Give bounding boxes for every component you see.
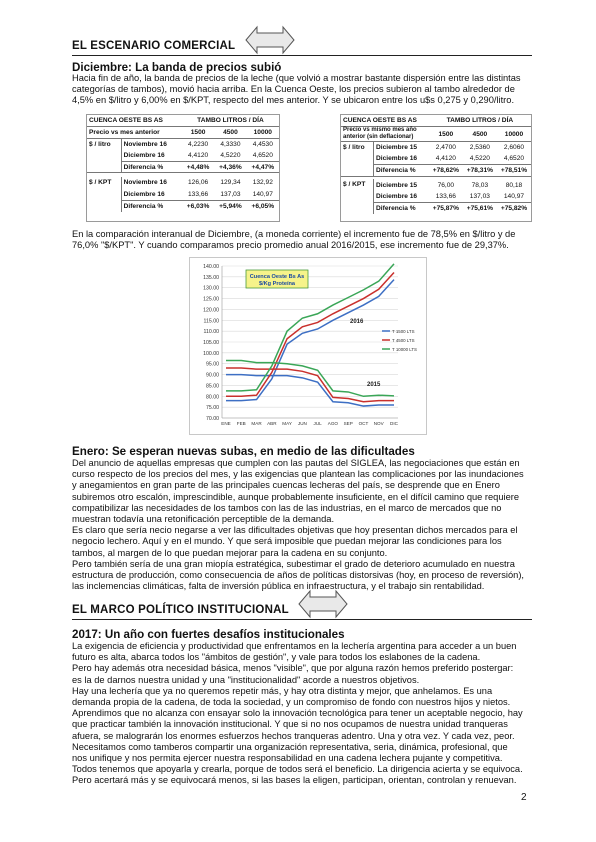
table-cell: +6,03% [182,200,214,212]
text-line: las inclemencias climáticas, falta de inversión pública en infraestructura, y el trabajo sin rentabilidad. [72,581,485,592]
text-line: que practicar también la innovación institucional. Y que si no nos ocupamos de nuestra unidad tranqueras [72,719,508,730]
text-line: categorías de tambos), movió hacia arriba. En la Cuenca Oeste, los precios subieron al tambo alrededor de [72,84,515,95]
table-cell: 140,97 [252,190,273,198]
text-line: Todos tenemos que apoyarla y crearla, porque de todos será el beneficio. La dirigencia acierta y se equivoca. [72,764,523,775]
double-arrow-icon [245,25,295,55]
table-cell: 2,4700 [435,144,456,152]
double-arrow-icon [298,589,348,619]
table-cell: +4,36% [214,161,246,173]
section-header-escenario [72,34,532,56]
table-cell: 2,6060 [503,144,525,152]
text-line: y anegamientos en gran parte de las principales cuencas lecheras del país, se desprende que en Enero [72,480,500,491]
text-line: La exigencia de eficiencia y productividad que enfrentamos en la lechería argentina para acceder a un buen [72,641,517,651]
legend-label: T 10000 LTS [392,346,417,352]
y-tick-label: 105.00 [203,340,219,346]
table-cell: 126,06 [187,179,209,187]
table-title: CUENCA OESTE BS AS [87,115,182,127]
heading-diciembre: Diciembre: La banda de precios subió [72,61,282,74]
x-tick-label: ABR [267,421,277,426]
paragraph-enero [72,458,532,592]
table-cell: +75,87% [429,203,463,215]
table-cell: 137,03 [469,193,490,201]
text-line: negocio lechero. Aquí y en el mundo. Y que será imposible que puedan mejorar las condiciones para los [72,536,502,547]
y-tick-label: 90.00 [206,372,219,379]
text-line: nos unifique y nos permita ejercer nuestra responsabilidad en una cadena lechera pujante y competitiva. [72,753,503,764]
y-tick-label: 85.00 [206,383,219,390]
price-table-year [340,114,532,222]
row-label: Diciembre 15 [376,144,418,152]
y-tick-label: 75.00 [206,405,219,412]
paragraph-interanual [72,229,532,251]
table-cell: +75,82% [497,203,531,215]
section-title: EL MARCO POLÍTICO INSTITUCIONAL [72,604,289,616]
y-tick-label: 110.00 [203,329,219,336]
table-cell: 80,18 [505,181,523,189]
row-label: Diciembre 16 [376,193,418,201]
paragraph-diciembre [72,73,532,107]
table-subtitle: Precio vs mes anterior [87,127,182,139]
x-tick-label: FEB [236,421,246,426]
chart-subtitle: $/Kg Proteína [258,281,296,287]
text-line: Del anuncio de aquellas empresas que cumplen con las pautas del SIGLEA, las negociaciones que están en [72,458,520,468]
x-tick-label: JUL [313,421,322,426]
x-tick-label: SEP [343,421,353,426]
table-cell: 133,66 [187,190,209,198]
text-line: demanda propia de la cadena, de toda la sociedad, y un compromiso de fondo con nuestros hijos y nietos. [72,697,511,708]
unit-label: $ / KPT [87,177,121,212]
table-cell: 78,03 [471,181,489,189]
legend-label: T 1500 LTS [392,328,415,334]
table-cell: 140,97 [503,193,525,201]
table-cell: 137,03 [220,190,241,198]
heading-2017: 2017: Un año con fuertes desafíos institucionales [72,628,345,641]
table-cell: 4,5220 [220,151,241,159]
table-title: CUENCA OESTE BS AS [341,115,429,127]
row-label: Diferencia % [374,165,429,177]
row-label: Diferencia % [121,200,182,212]
text-line: subiremos otro escalón, imprescindible, aunque probablemente insuficiente, en el difícil camino que requiere [72,491,520,502]
table-cell: +5,94% [214,200,246,212]
legend-label: T 4500 LTS [392,337,415,343]
text-line: compatibilizar las necesidades de los tambos con las de las industrias, en el marco de mercados que no [72,502,502,513]
table-cell: 4,4120 [435,155,456,163]
column-header: 4500 [463,127,497,142]
series-line [226,273,394,397]
table-row [341,179,531,191]
text-line: En la comparación interanual de Diciembre, (a moneda corriente) el incremento fue de 78,5% en $/litro y de [72,229,516,239]
y-tick-label: 125.00 [203,296,219,303]
y-tick-label: 80.00 [206,394,219,401]
x-tick-label: DIC [390,421,398,426]
y-tick-label: 130.00 [203,285,219,292]
table-cell: +78,62% [429,165,463,177]
table-row [87,138,279,150]
text-line: 76,0% "$/KPT". Y cuando comparamos precio promedio anual 2016/2015, ese incremento fue de 29,37%. [72,240,509,251]
row-label: Diciembre 16 [123,151,165,159]
column-header: 10000 [497,127,531,142]
table-cell: +78,31% [463,165,497,177]
x-tick-label: NOV [373,421,384,426]
table-row [341,142,531,154]
y-tick-label: 100.00 [203,350,219,357]
y-tick-label: 70.00 [206,416,219,422]
y-tick-label: 115.00 [203,318,219,325]
table-group-header: TAMBO LITROS / DÍA [182,115,279,127]
column-header: 4500 [214,127,246,139]
table-cell: 4,6520 [503,155,525,163]
text-line: Aprendimos que no alcanza con ensayar solo la innovación tecnológica para tener un aceptable negocio, hay [72,708,523,719]
x-tick-label: ENE [221,421,231,426]
row-label: Noviembre 16 [123,140,167,148]
row-label: Diferencia % [374,203,429,215]
text-line: estructura de producción, como consecuencia de años de políticas distorsivas (hoy, en proceso de reversión), [72,570,525,581]
text-line: Pero acertará más y se equivocará menos, si las bases la eligen, participan, orientan, controlan y renuevan. [72,775,517,786]
unit-label: $ / litro [87,138,121,173]
heading-enero: Enero: Se esperan nuevas subas, en medio de las dificultades [72,445,415,458]
row-label: Noviembre 16 [123,179,167,187]
price-line-chart [189,257,427,435]
x-tick-label: MAY [282,421,292,426]
text-line: Hay una lechería que ya no queremos repetir más, y hay otra distinta y mejor, que anhelamos. Es una [72,685,493,696]
text-line: Pero hay además otra necesidad básica, menos "visible", que por alguna razón hemos preferido postergar: [72,663,514,674]
table-cell: 76,00 [437,181,455,189]
x-tick-label: MAR [251,421,262,426]
x-tick-label: AGO [327,421,339,426]
table-cell: 132,92 [252,179,273,187]
table-cell: +4,47% [247,161,279,173]
section-header-marco [72,598,532,620]
x-tick-label: OCT [358,421,369,426]
text-line: Es claro que sería necio negarse a ver las dificultades objetivas que hoy presentan dichos mercados para el [72,525,518,536]
text-line: Hacia fin de año, la banda de precios de la leche (que volvió a mostrar bastante dispersión entre las distintas [72,73,521,83]
table-cell: +4,48% [182,161,214,173]
table-cell: 4,5220 [469,155,490,163]
text-line: afuera, se malograrán los enormes esfuerzos hechos tranqueras adentro. Una y otra vez. Y cada vez, peor. [72,730,515,741]
paragraph-2017 [72,641,532,787]
chart-svg [190,258,426,434]
y-tick-label: 120.00 [203,307,219,314]
text-line: futuro es alta, abarca todos los "ámbitos de gestión", y vale para todos los eslabones de la cadena. [72,652,481,663]
table-subtitle-line: Precio vs mismo mes año [343,127,417,134]
annotation-2015: 2015 [367,382,381,388]
row-label: Diferencia % [121,161,182,173]
annotation-2016: 2016 [350,319,364,325]
column-header: 1500 [429,127,463,142]
text-line: 4,5% en $/litro y 6,00% en $/KPT, respecto del mes anterior. Y se ubicaron entre los u$s 0,275 y 0,290/litro. [72,95,515,106]
table-group-header: TAMBO LITROS / DÍA [429,115,531,127]
series-line [226,360,394,396]
table-cell: 4,4530 [252,140,273,148]
text-line: curso respecto de los precios del mes, y las exigencias que plantean las complicaciones por las inundaciones [72,469,524,480]
table-cell: +6,05% [247,200,279,212]
unit-label: $ / litro [341,142,374,177]
table-cell: 4,2230 [187,140,209,148]
table-row [87,177,279,189]
table-cell: 2,5360 [469,144,490,152]
section-title: EL ESCENARIO COMERCIAL [72,40,236,52]
y-tick-label: 95.00 [206,361,219,368]
table-cell: 4,4120 [187,151,209,159]
text-line: Necesitamos como tamberos compartir una organización representativa, seria, dinámica, profesional, que [72,741,508,752]
table-cell: 133,66 [435,193,456,201]
row-label: Diciembre 15 [376,181,418,189]
row-label: Diciembre 16 [123,190,165,198]
x-tick-label: JUN [297,421,307,426]
row-label: Diciembre 16 [376,155,418,163]
text-line: muestran todavía una retonificación perceptible de la demanda. [72,514,335,525]
unit-label: $ / KPT [341,179,374,214]
y-tick-label: 140.00 [203,264,219,270]
table-subtitle [341,127,429,142]
table-cell: 4,6520 [252,151,273,159]
page-number: 2 [521,792,527,803]
price-table-month [86,114,280,222]
table-cell: +78,51% [497,165,531,177]
text-line: tambos, al margen de lo que puedan mejorar para la cadena en su conjunto. [72,547,388,558]
column-header: 10000 [247,127,279,139]
table-cell: +75,61% [463,203,497,215]
text-line: es la de darnos nuestra unidad y una "institucionalidad" acorde a nuestros objetivos. [72,674,420,685]
table-cell: 129,34 [220,179,241,187]
chart-title: Cuenca Oeste Bs As [249,274,305,280]
table-subtitle-line: anterior (sin deflacionar) [343,134,414,141]
table-cell: 4,3330 [220,140,241,148]
y-tick-label: 135.00 [203,274,219,281]
text-line: Pero también sería de una gran miopía estratégica, subestimar el grado de deterioro acumulado en nuestra [72,558,515,569]
column-header: 1500 [182,127,214,139]
